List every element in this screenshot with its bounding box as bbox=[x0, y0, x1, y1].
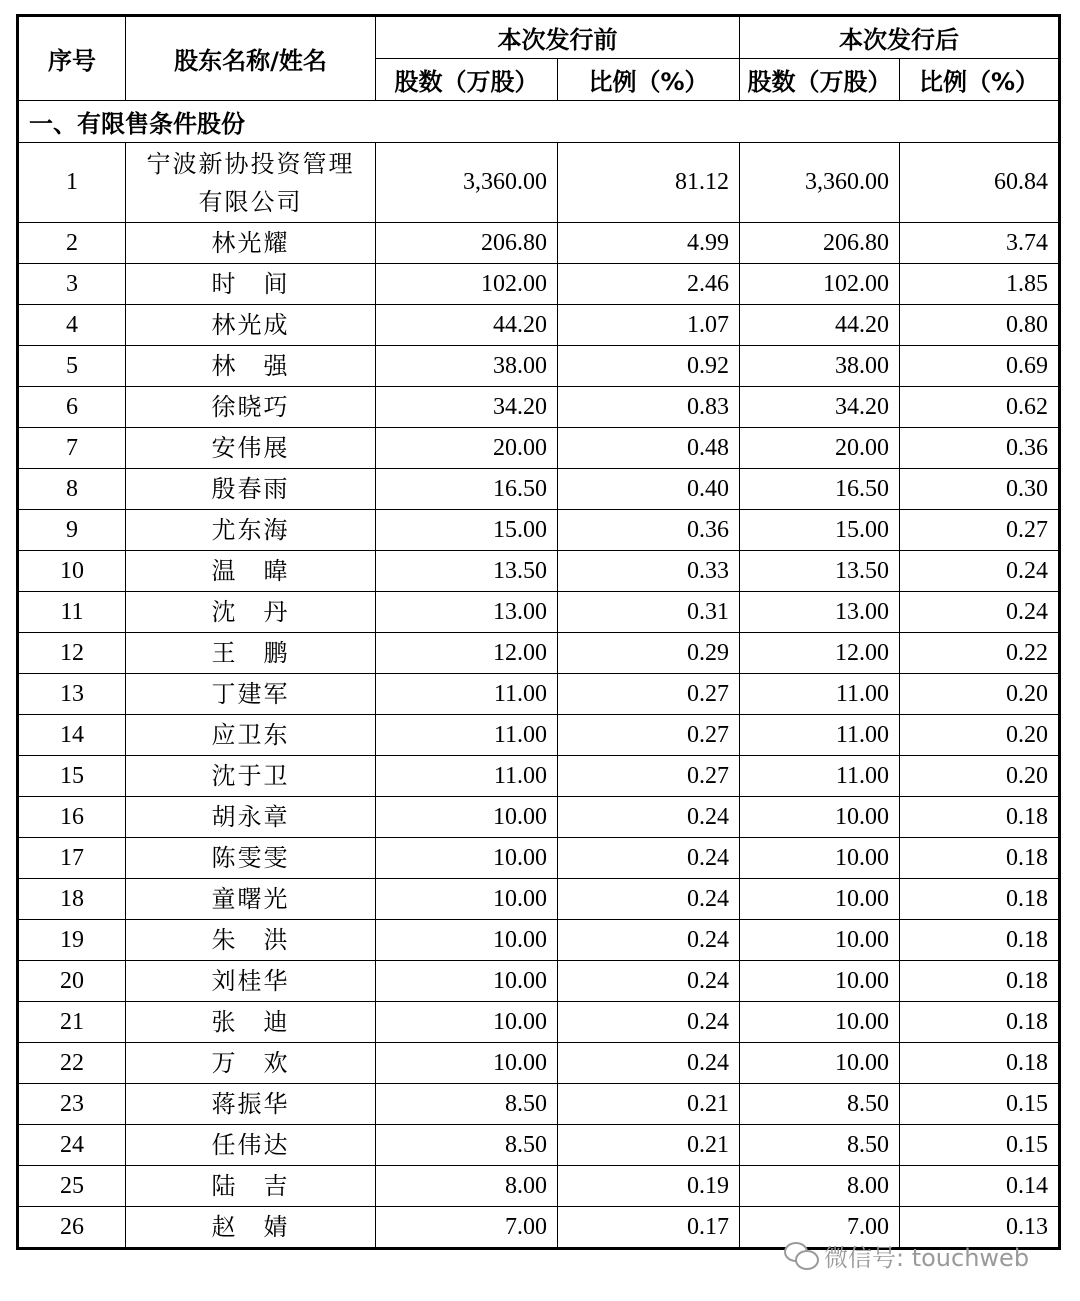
row-ratio-before: 0.83 bbox=[558, 387, 740, 428]
row-shares-after: 206.80 bbox=[740, 223, 900, 264]
table-row bbox=[18, 264, 1060, 305]
row-shares-after: 13.50 bbox=[740, 551, 900, 592]
row-shares-after: 8.50 bbox=[740, 1125, 900, 1166]
row-name: 万 欢 bbox=[126, 1043, 376, 1084]
wechat-watermark bbox=[784, 1238, 1029, 1272]
row-shares-before: 10.00 bbox=[376, 797, 558, 838]
row-ratio-after: 0.20 bbox=[900, 674, 1060, 715]
row-ratio-before: 0.19 bbox=[558, 1166, 740, 1207]
row-name: 陆 吉 bbox=[126, 1166, 376, 1207]
row-index: 26 bbox=[18, 1207, 126, 1249]
row-shares-before: 102.00 bbox=[376, 264, 558, 305]
row-name-line1: 宁波新协投资管理 bbox=[146, 149, 355, 178]
table-row bbox=[18, 1002, 1060, 1043]
row-ratio-after: 0.36 bbox=[900, 428, 1060, 469]
row-shares-after: 11.00 bbox=[740, 715, 900, 756]
row-ratio-after: 0.24 bbox=[900, 551, 1060, 592]
row-shares-before: 8.50 bbox=[376, 1084, 558, 1125]
row-ratio-after: 0.20 bbox=[900, 715, 1060, 756]
row-index: 3 bbox=[18, 264, 126, 305]
table-row bbox=[18, 920, 1060, 961]
row-ratio-after: 60.84 bbox=[900, 143, 1060, 223]
row-shares-after: 20.00 bbox=[740, 428, 900, 469]
row-ratio-after: 0.18 bbox=[900, 797, 1060, 838]
row-shares-after: 10.00 bbox=[740, 797, 900, 838]
row-shares-after: 102.00 bbox=[740, 264, 900, 305]
table-row bbox=[18, 346, 1060, 387]
watermark-text: 微信号: touchweb bbox=[824, 1243, 1030, 1272]
row-name: 林光成 bbox=[126, 305, 376, 346]
row-ratio-before: 4.99 bbox=[558, 223, 740, 264]
shareholder-table bbox=[16, 14, 1061, 1250]
header-name: 股东名称/姓名 bbox=[126, 16, 376, 101]
row-index: 14 bbox=[18, 715, 126, 756]
row-ratio-before: 0.48 bbox=[558, 428, 740, 469]
row-index: 23 bbox=[18, 1084, 126, 1125]
row-name: 沈 丹 bbox=[126, 592, 376, 633]
row-name: 安伟展 bbox=[126, 428, 376, 469]
row-ratio-before: 0.29 bbox=[558, 633, 740, 674]
header-ratio-after: 比例（%） bbox=[900, 59, 1060, 101]
row-name: 赵 婧 bbox=[126, 1207, 376, 1249]
row-ratio-before: 0.33 bbox=[558, 551, 740, 592]
row-index: 22 bbox=[18, 1043, 126, 1084]
row-index: 21 bbox=[18, 1002, 126, 1043]
table-row bbox=[18, 510, 1060, 551]
row-name: 温 暐 bbox=[126, 551, 376, 592]
table-row bbox=[18, 715, 1060, 756]
row-name: 朱 洪 bbox=[126, 920, 376, 961]
row-ratio-before: 0.27 bbox=[558, 715, 740, 756]
row-index: 16 bbox=[18, 797, 126, 838]
table-row bbox=[18, 223, 1060, 264]
row-shares-after: 13.00 bbox=[740, 592, 900, 633]
table-row bbox=[18, 143, 1060, 223]
row-ratio-after: 0.15 bbox=[900, 1125, 1060, 1166]
row-index: 2 bbox=[18, 223, 126, 264]
row-index: 10 bbox=[18, 551, 126, 592]
header-shares-before: 股数（万股） bbox=[376, 59, 558, 101]
header-index: 序号 bbox=[18, 16, 126, 101]
row-shares-before: 11.00 bbox=[376, 674, 558, 715]
row-shares-before: 16.50 bbox=[376, 469, 558, 510]
row-shares-after: 38.00 bbox=[740, 346, 900, 387]
table-row bbox=[18, 1166, 1060, 1207]
header-shares-after: 股数（万股） bbox=[740, 59, 900, 101]
row-index: 5 bbox=[18, 346, 126, 387]
row-shares-before: 8.50 bbox=[376, 1125, 558, 1166]
row-ratio-before: 81.12 bbox=[558, 143, 740, 223]
row-index: 15 bbox=[18, 756, 126, 797]
wechat-icon bbox=[784, 1240, 818, 1270]
table-row bbox=[18, 879, 1060, 920]
row-ratio-after: 0.15 bbox=[900, 1084, 1060, 1125]
row-ratio-after: 0.18 bbox=[900, 838, 1060, 879]
row-index: 9 bbox=[18, 510, 126, 551]
row-shares-after: 10.00 bbox=[740, 1043, 900, 1084]
row-ratio-before: 0.24 bbox=[558, 961, 740, 1002]
row-ratio-before: 0.24 bbox=[558, 797, 740, 838]
row-name: 徐晓巧 bbox=[126, 387, 376, 428]
row-shares-before: 34.20 bbox=[376, 387, 558, 428]
row-ratio-before: 0.21 bbox=[558, 1125, 740, 1166]
table-row bbox=[18, 633, 1060, 674]
row-ratio-before: 0.36 bbox=[558, 510, 740, 551]
row-shares-after: 34.20 bbox=[740, 387, 900, 428]
row-shares-after: 11.00 bbox=[740, 674, 900, 715]
row-name: 胡永章 bbox=[126, 797, 376, 838]
table-row bbox=[18, 551, 1060, 592]
row-ratio-before: 0.92 bbox=[558, 346, 740, 387]
section-title: 一、有限售条件股份 bbox=[18, 101, 1060, 143]
row-shares-after: 10.00 bbox=[740, 1002, 900, 1043]
row-name: 童曙光 bbox=[126, 879, 376, 920]
table-row bbox=[18, 756, 1060, 797]
row-name: 林 强 bbox=[126, 346, 376, 387]
row-shares-before: 11.00 bbox=[376, 756, 558, 797]
row-shares-before: 10.00 bbox=[376, 838, 558, 879]
row-ratio-after: 0.13 bbox=[900, 1207, 1060, 1249]
table-row bbox=[18, 1125, 1060, 1166]
row-name: 沈于卫 bbox=[126, 756, 376, 797]
row-name bbox=[126, 143, 376, 223]
row-index: 17 bbox=[18, 838, 126, 879]
row-ratio-before: 0.24 bbox=[558, 879, 740, 920]
row-shares-after: 10.00 bbox=[740, 920, 900, 961]
row-ratio-after: 0.20 bbox=[900, 756, 1060, 797]
row-shares-before: 10.00 bbox=[376, 920, 558, 961]
row-shares-after: 11.00 bbox=[740, 756, 900, 797]
row-ratio-after: 0.69 bbox=[900, 346, 1060, 387]
row-ratio-after: 0.22 bbox=[900, 633, 1060, 674]
row-ratio-after: 0.18 bbox=[900, 1002, 1060, 1043]
row-ratio-after: 0.80 bbox=[900, 305, 1060, 346]
row-shares-before: 15.00 bbox=[376, 510, 558, 551]
row-name: 王 鹏 bbox=[126, 633, 376, 674]
row-index: 20 bbox=[18, 961, 126, 1002]
row-index: 8 bbox=[18, 469, 126, 510]
row-index: 18 bbox=[18, 879, 126, 920]
row-ratio-before: 0.24 bbox=[558, 1002, 740, 1043]
row-shares-before: 206.80 bbox=[376, 223, 558, 264]
row-shares-after: 7.00 bbox=[740, 1207, 900, 1249]
row-ratio-after: 1.85 bbox=[900, 264, 1060, 305]
table-row bbox=[18, 961, 1060, 1002]
row-index: 11 bbox=[18, 592, 126, 633]
row-name: 应卫东 bbox=[126, 715, 376, 756]
row-ratio-before: 0.21 bbox=[558, 1084, 740, 1125]
row-index: 7 bbox=[18, 428, 126, 469]
row-shares-before: 7.00 bbox=[376, 1207, 558, 1249]
row-ratio-after: 0.27 bbox=[900, 510, 1060, 551]
row-ratio-before: 0.24 bbox=[558, 1043, 740, 1084]
row-shares-before: 38.00 bbox=[376, 346, 558, 387]
row-name: 任伟达 bbox=[126, 1125, 376, 1166]
row-name: 殷春雨 bbox=[126, 469, 376, 510]
row-shares-after: 8.50 bbox=[740, 1084, 900, 1125]
row-ratio-after: 0.18 bbox=[900, 920, 1060, 961]
row-shares-before: 3,360.00 bbox=[376, 143, 558, 223]
row-ratio-after: 0.18 bbox=[900, 1043, 1060, 1084]
row-shares-before: 10.00 bbox=[376, 879, 558, 920]
row-index: 13 bbox=[18, 674, 126, 715]
row-index: 12 bbox=[18, 633, 126, 674]
row-shares-before: 10.00 bbox=[376, 1043, 558, 1084]
row-name: 丁建军 bbox=[126, 674, 376, 715]
row-shares-after: 16.50 bbox=[740, 469, 900, 510]
row-shares-before: 10.00 bbox=[376, 1002, 558, 1043]
row-ratio-before: 0.27 bbox=[558, 756, 740, 797]
row-shares-before: 10.00 bbox=[376, 961, 558, 1002]
row-ratio-before: 0.27 bbox=[558, 674, 740, 715]
row-name: 时 间 bbox=[126, 264, 376, 305]
row-shares-after: 44.20 bbox=[740, 305, 900, 346]
row-ratio-after: 3.74 bbox=[900, 223, 1060, 264]
row-ratio-before: 1.07 bbox=[558, 305, 740, 346]
row-ratio-after: 0.18 bbox=[900, 961, 1060, 1002]
row-shares-after: 12.00 bbox=[740, 633, 900, 674]
row-shares-before: 20.00 bbox=[376, 428, 558, 469]
row-shares-after: 3,360.00 bbox=[740, 143, 900, 223]
row-shares-before: 12.00 bbox=[376, 633, 558, 674]
row-shares-before: 13.50 bbox=[376, 551, 558, 592]
row-ratio-before: 2.46 bbox=[558, 264, 740, 305]
row-shares-after: 10.00 bbox=[740, 961, 900, 1002]
header-ratio-before: 比例（%） bbox=[558, 59, 740, 101]
row-name: 林光耀 bbox=[126, 223, 376, 264]
row-ratio-before: 0.31 bbox=[558, 592, 740, 633]
row-name: 尤东海 bbox=[126, 510, 376, 551]
row-index: 6 bbox=[18, 387, 126, 428]
table-row bbox=[18, 838, 1060, 879]
row-ratio-after: 0.24 bbox=[900, 592, 1060, 633]
table-row bbox=[18, 592, 1060, 633]
table-row bbox=[18, 674, 1060, 715]
row-shares-before: 13.00 bbox=[376, 592, 558, 633]
row-shares-after: 10.00 bbox=[740, 879, 900, 920]
row-ratio-after: 0.62 bbox=[900, 387, 1060, 428]
row-shares-after: 15.00 bbox=[740, 510, 900, 551]
row-index: 4 bbox=[18, 305, 126, 346]
table-row bbox=[18, 387, 1060, 428]
table-row bbox=[18, 469, 1060, 510]
row-ratio-after: 0.30 bbox=[900, 469, 1060, 510]
row-shares-before: 44.20 bbox=[376, 305, 558, 346]
table-row bbox=[18, 1084, 1060, 1125]
row-name: 陈雯雯 bbox=[126, 838, 376, 879]
row-ratio-before: 0.24 bbox=[558, 838, 740, 879]
row-shares-before: 8.00 bbox=[376, 1166, 558, 1207]
header-before: 本次发行前 bbox=[376, 16, 740, 59]
row-index: 24 bbox=[18, 1125, 126, 1166]
row-name: 蒋振华 bbox=[126, 1084, 376, 1125]
row-index: 25 bbox=[18, 1166, 126, 1207]
row-shares-after: 10.00 bbox=[740, 838, 900, 879]
row-index: 1 bbox=[18, 143, 126, 223]
row-ratio-after: 0.14 bbox=[900, 1166, 1060, 1207]
row-ratio-after: 0.18 bbox=[900, 879, 1060, 920]
table-row bbox=[18, 305, 1060, 346]
row-shares-after: 8.00 bbox=[740, 1166, 900, 1207]
table-row bbox=[18, 797, 1060, 838]
header-after: 本次发行后 bbox=[740, 16, 1060, 59]
table-row bbox=[18, 428, 1060, 469]
table-row bbox=[18, 1043, 1060, 1084]
row-ratio-before: 0.17 bbox=[558, 1207, 740, 1249]
row-index: 19 bbox=[18, 920, 126, 961]
row-ratio-before: 0.40 bbox=[558, 469, 740, 510]
row-shares-before: 11.00 bbox=[376, 715, 558, 756]
row-name-line2: 有限公司 bbox=[198, 187, 303, 216]
row-name: 张 迪 bbox=[126, 1002, 376, 1043]
row-ratio-before: 0.24 bbox=[558, 920, 740, 961]
row-name: 刘桂华 bbox=[126, 961, 376, 1002]
